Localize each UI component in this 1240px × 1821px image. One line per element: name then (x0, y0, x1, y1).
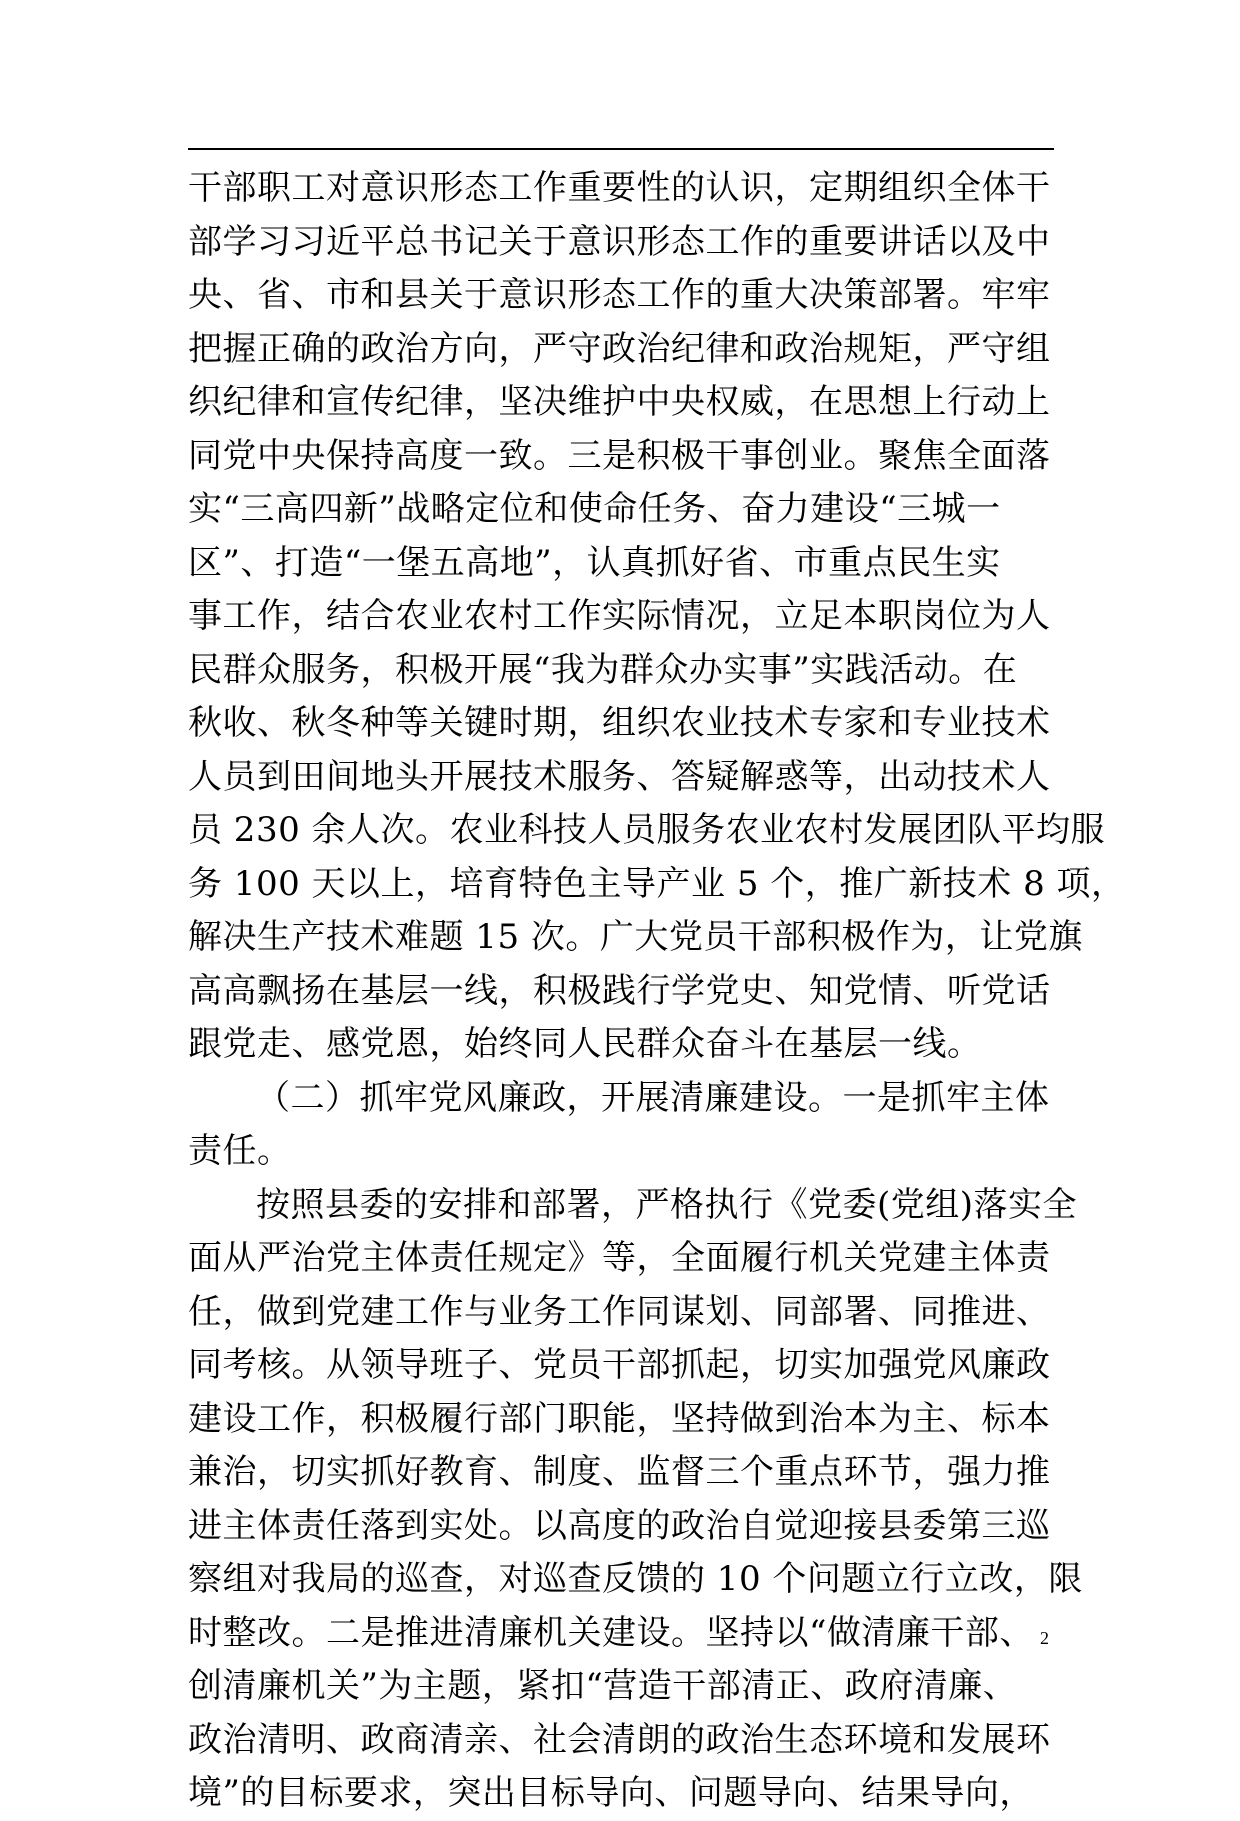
text-line: 面从严治党主体责任规定》等，全面履行机关党建主体责 (188, 1238, 1051, 1278)
text-line: 区”、打造“一堡五高地”，认真抓好省、市重点民生实 (188, 542, 1001, 583)
text-line: 进主体责任落到实处。以高度的政治自觉迎接县委第三巡 (188, 1505, 1051, 1546)
text-line: 建设工作，积极履行部门职能，坚持做到治本为主、标本 (188, 1398, 1051, 1439)
text-line: 民群众服务，积极开展“我为群众办实事”实践活动。在 (188, 649, 1018, 690)
section-heading (188, 1072, 1068, 1179)
page-number: 2 (1040, 1628, 1049, 1648)
text-line: 人员到田间地头开展技术服务、答疑解惑等，出动技术人 (188, 756, 1051, 797)
text-line: 事工作，结合农业农村工作实际情况，立足本职岗位为人 (188, 596, 1051, 636)
text-line: 秋收、秋冬种等关键时期，组织农业技术专家和专业技术 (188, 703, 1051, 743)
text-line: 务 100 天以上，培育特色主导产业 5 个，推广新技术 8 项， (188, 863, 1126, 904)
text-line: 政治清明、政商清亲、社会清朗的政治生态环境和发展环 (188, 1719, 1051, 1760)
text-line: 同考核。从领导班子、党员干部抓起，切实加强党风廉政 (188, 1345, 1051, 1385)
text-line: 央、省、市和县关于意识形态工作的重大决策部署。牢牢 (188, 275, 1051, 315)
header-rule (188, 148, 1054, 150)
text-line: 任，做到党建工作与业务工作同谋划、同部署、同推进、 (188, 1291, 1051, 1332)
text-line: 时整改。二是推进清廉机关建设。坚持以“做清廉干部、 (188, 1612, 1034, 1653)
text-line: 干部职工对意识形态工作重要性的认识，定期组织全体干 (188, 168, 1051, 208)
text-line: 高高飘扬在基层一线，积极践行学党史、知党情、听党话 (188, 970, 1051, 1011)
paragraph (188, 162, 1126, 1072)
text-line: 创清廉机关”为主题，紧扣“营造干部清正、政府清廉、 (188, 1666, 1018, 1706)
text-line: 按照县委的安排和部署，严格执行《党委(党组)落实全 (256, 1184, 1078, 1225)
body-text (188, 162, 1126, 1821)
text-line: 解决生产技术难题 15 次。广大党员干部积极作为，让党旗 (188, 917, 1083, 957)
text-line: 把握正确的政治方向，严守政治纪律和政治规矩，严守组 (188, 328, 1051, 369)
text-line: 兼治，切实抓好教育、制度、监督三个重点环节，强力推 (188, 1452, 1051, 1492)
text-line: 责任。 (188, 1131, 292, 1171)
text-line: 察组对我局的巡查，对巡查反馈的 10 个问题立行立改，限 (188, 1559, 1083, 1599)
paragraph (188, 1179, 1083, 1821)
text-line: 织纪律和宣传纪律，坚决维护中央权威，在思想上行动上 (188, 382, 1051, 422)
text-line: 员 230 余人次。农业科技人员服务农业农村发展团队平均服 (188, 810, 1106, 850)
text-line: 部学习习近平总书记关于意识形态工作的重要讲话以及中 (188, 221, 1051, 262)
text-line: 同党中央保持高度一致。三是积极干事创业。聚焦全面落 (188, 435, 1051, 476)
text-line: 跟党走、感党恩，始终同人民群众奋斗在基层一线。 (188, 1024, 982, 1064)
text-line: 实“三高四新”战略定位和使命任务、奋力建设“三城一 (188, 489, 1001, 529)
text-line: （二）抓牢党风廉政，开展清廉建设。一是抓牢主体 (256, 1077, 1050, 1118)
text-line: 境”的目标要求，突出目标导向、问题导向、结果导向， (188, 1773, 1034, 1813)
